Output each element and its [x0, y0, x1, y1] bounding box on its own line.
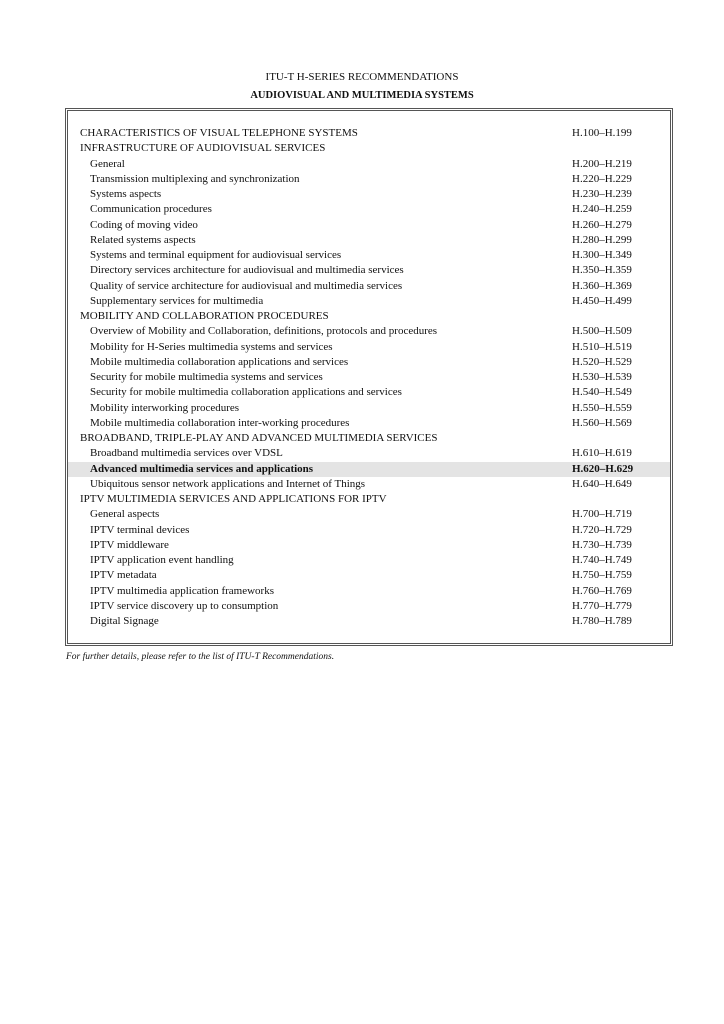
row-label: Ubiquitous sensor network applications and Internet of Things — [90, 477, 366, 490]
row-code-range: H.640–H.649 — [572, 477, 632, 490]
table-row — [0, 553, 724, 568]
section-row — [0, 309, 724, 324]
row-label: INFRASTRUCTURE OF AUDIOVISUAL SERVICES — [80, 142, 326, 155]
section-row — [0, 431, 724, 446]
row-code-range: H.700–H.719 — [572, 508, 632, 521]
row-code-range: H.350–H.359 — [572, 264, 632, 277]
series-title: ITU-T H-SERIES RECOMMENDATIONS — [265, 71, 459, 83]
recommendations-table — [0, 126, 724, 629]
table-row — [0, 218, 724, 233]
row-code-range: H.500–H.509 — [572, 325, 632, 338]
row-label: Digital Signage — [90, 615, 159, 627]
row-code-range: H.230–H.239 — [572, 188, 632, 200]
table-row — [0, 172, 724, 187]
row-code-range: H.360–H.369 — [572, 279, 632, 292]
row-label: IPTV application event handling — [90, 554, 234, 566]
table-row — [0, 340, 724, 355]
table-row — [0, 370, 724, 385]
row-code-range: H.730–H.739 — [572, 538, 632, 551]
table-row — [0, 446, 724, 461]
row-code-range: H.560–H.569 — [572, 416, 632, 429]
row-code-range: H.450–H.499 — [572, 294, 632, 307]
row-label: Supplementary services for multimedia — [90, 294, 264, 307]
row-code-range: H.530–H.539 — [572, 371, 632, 383]
table-row — [0, 157, 724, 172]
row-label: IPTV MULTIMEDIA SERVICES AND APPLICATIONS FOR IPTV — [80, 493, 387, 505]
table-row — [0, 416, 724, 431]
row-label: IPTV middleware — [90, 538, 169, 551]
table-row — [0, 187, 724, 202]
table-row — [0, 538, 724, 553]
row-code-range: H.780–H.789 — [572, 615, 632, 627]
section-row — [0, 126, 724, 141]
row-code-range: H.300–H.349 — [572, 249, 632, 261]
row-label: Security for mobile multimedia systems and services — [90, 371, 323, 383]
row-label: Coding of moving video — [90, 218, 198, 231]
row-label: General aspects — [90, 508, 160, 521]
table-row — [0, 202, 724, 217]
table-row — [0, 401, 724, 416]
table-row — [0, 324, 724, 339]
table-row — [0, 599, 724, 614]
row-label: IPTV terminal devices — [90, 523, 190, 536]
table-row — [0, 477, 724, 492]
table-row — [0, 355, 724, 370]
table-row — [0, 614, 724, 629]
series-subtitle: AUDIOVISUAL AND MULTIMEDIA SYSTEMS — [250, 90, 474, 101]
row-label: IPTV multimedia application frameworks — [90, 584, 275, 597]
row-label: Mobile multimedia collaboration applications and services — [90, 355, 349, 368]
row-code-range: H.100–H.199 — [572, 127, 632, 139]
footnote: For further details, please refer to the list of ITU-T Recommendations. — [66, 652, 335, 662]
row-label: Transmission multiplexing and synchronization — [90, 172, 300, 185]
table-row — [0, 233, 724, 248]
row-code-range: H.760–H.769 — [572, 584, 632, 597]
row-code-range: H.770–H.779 — [572, 599, 632, 612]
table-row — [0, 279, 724, 294]
row-label: CHARACTERISTICS OF VISUAL TELEPHONE SYSTEMS — [80, 127, 358, 139]
row-code-range: H.260–H.279 — [572, 218, 632, 231]
row-code-range: H.750–H.759 — [572, 569, 632, 582]
section-row — [0, 141, 724, 156]
table-row — [0, 248, 724, 263]
row-label: Overview of Mobility and Collaboration, definitions, protocols and procedures — [90, 325, 438, 338]
row-label: Broadband multimedia services over VDSL — [90, 447, 283, 460]
row-label: Systems and terminal equipment for audiovisual services — [90, 249, 342, 261]
row-code-range: H.610–H.619 — [572, 447, 632, 460]
table-row — [0, 568, 724, 583]
row-label: General — [90, 157, 125, 170]
row-code-range: H.720–H.729 — [572, 523, 632, 536]
row-code-range: H.620–H.629 — [572, 462, 634, 475]
row-label: Quality of service architecture for audiovisual and multimedia services — [90, 279, 403, 292]
row-label: Mobile multimedia collaboration inter-working procedures — [90, 416, 350, 429]
table-row — [0, 385, 724, 400]
row-label: Directory services architecture for audiovisual and multimedia services — [90, 264, 404, 277]
row-code-range: H.200–H.219 — [572, 157, 632, 170]
row-label: Mobility for H-Series multimedia systems and services — [90, 340, 333, 353]
row-code-range: H.550–H.559 — [572, 401, 632, 414]
row-label: Communication procedures — [90, 203, 212, 216]
row-label: IPTV metadata — [90, 569, 157, 582]
row-label: Related systems aspects — [90, 233, 196, 246]
row-label: Mobility interworking procedures — [90, 401, 240, 414]
row-label: MOBILITY AND COLLABORATION PROCEDURES — [80, 310, 329, 322]
section-row — [0, 492, 724, 507]
row-code-range: H.520–H.529 — [572, 355, 632, 368]
row-label: Security for mobile multimedia collaboration applications and services — [90, 386, 402, 399]
highlighted-row — [68, 462, 670, 477]
row-code-range: H.510–H.519 — [572, 340, 632, 353]
row-code-range: H.740–H.749 — [572, 554, 632, 566]
row-label: Systems aspects — [90, 188, 162, 200]
row-code-range: H.240–H.259 — [572, 203, 632, 216]
table-row — [0, 523, 724, 538]
row-code-range: H.220–H.229 — [572, 172, 632, 185]
table-row — [0, 584, 724, 599]
row-code-range: H.540–H.549 — [572, 386, 632, 399]
table-row — [0, 507, 724, 522]
row-label: Advanced multimedia services and applications — [90, 462, 314, 475]
table-row — [0, 294, 724, 309]
table-row — [0, 263, 724, 278]
row-label: IPTV service discovery up to consumption — [90, 599, 279, 612]
row-code-range: H.280–H.299 — [572, 233, 632, 246]
row-label: BROADBAND, TRIPLE-PLAY AND ADVANCED MULTIMEDIA SERVICES — [80, 432, 438, 444]
